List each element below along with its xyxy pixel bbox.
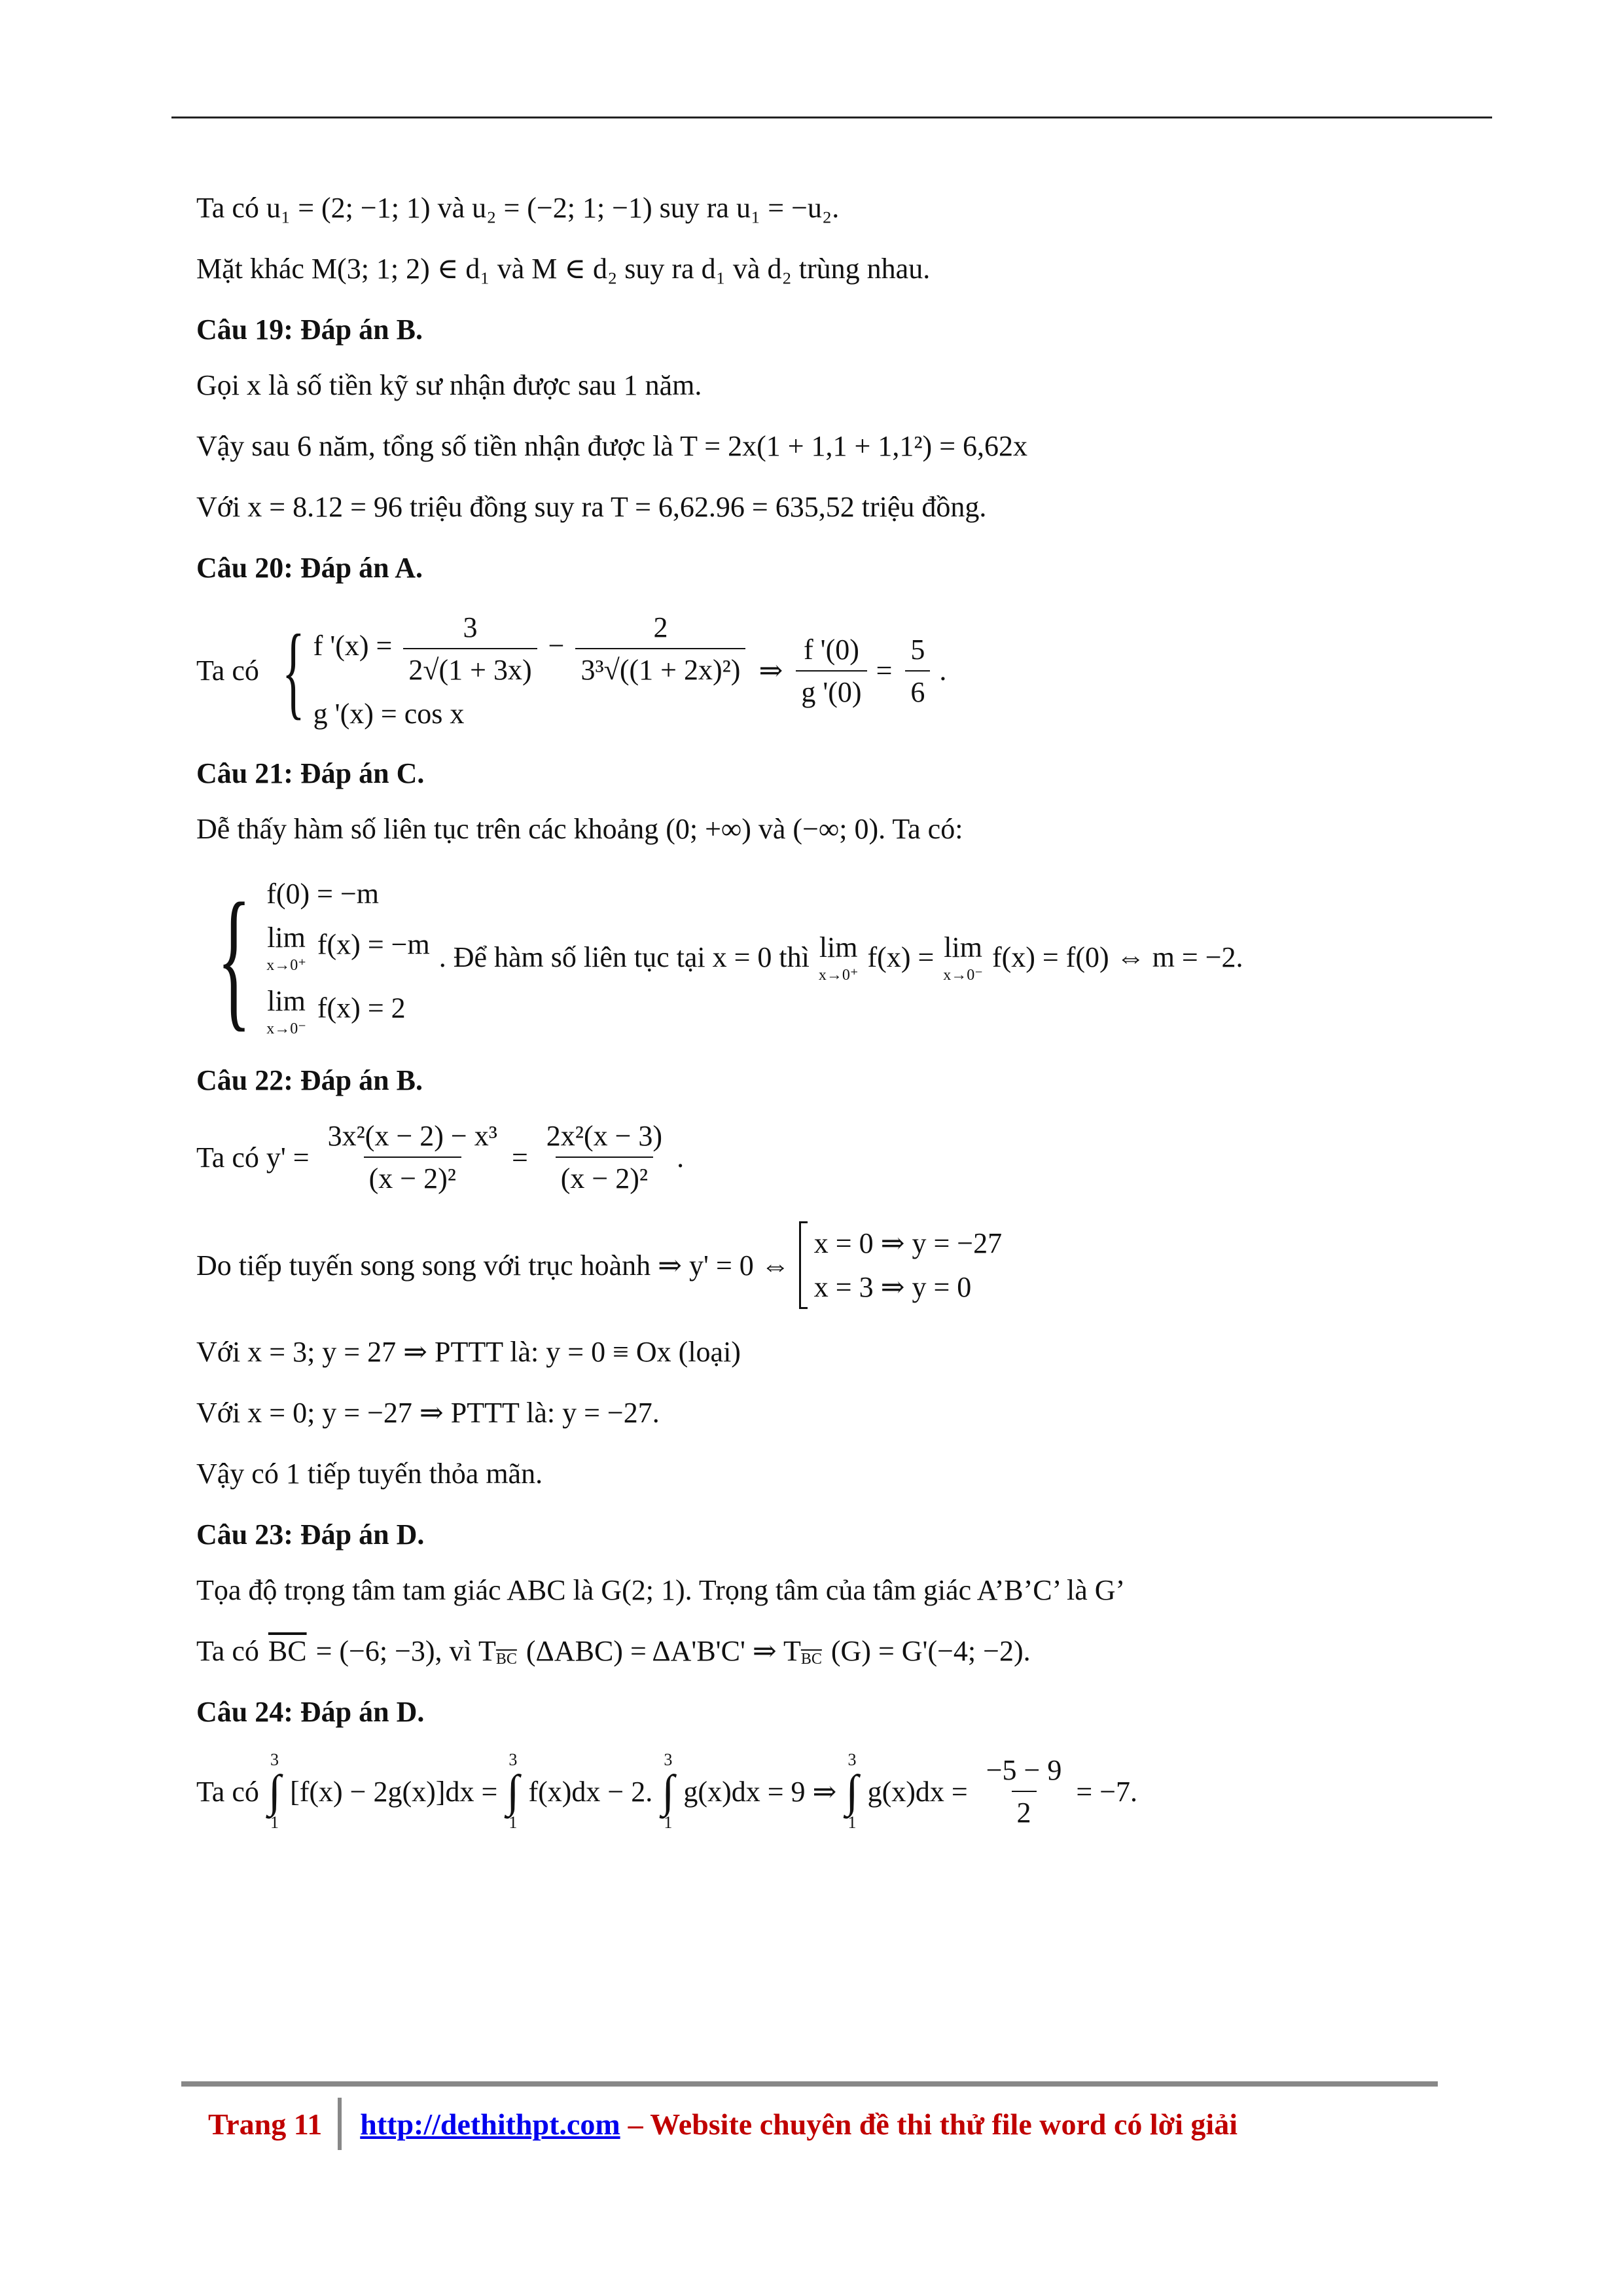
fraction-f1: $\frac{3}{2√(1 + 3x)}$ xyxy=(403,609,537,688)
line-22-derivative: Ta có y' = $\frac{\text{3x²(x − 2) − x³}}{\text{(x − 2)²}}$ = $\frac{\text{2x²(x − 3)}}{\text{(x − 2)²}}$ . xyxy=(196,1118,1492,1196)
case-bracket-22: x = 0 ⇒ y = −27 x = 3 ⇒ y = 0 xyxy=(799,1221,1002,1309)
line-24-integral: Ta có 3 ∫ 1 [f(x) − 2g(x)]dx = 3 ∫ 1 f(x)dx − 2. 3 ∫ 1 g(x)dx = 9 ⇒ 3 ∫ 1 g(x)dx = $\frac{-5 - 9}{2}$ = −7. xyxy=(196,1749,1492,1833)
f-zero: f(0) = −m xyxy=(266,878,380,910)
integral-sign: 3 ∫ 1 xyxy=(846,1750,859,1832)
heading-cau-24: Câu 24: Đáp án D. xyxy=(196,1696,425,1728)
footer-rule xyxy=(181,2081,1438,2087)
page-footer xyxy=(208,2098,1238,2150)
limit-right: lim x→0⁺ f(x) = −m xyxy=(266,922,430,974)
line-vectors: Ta có u₁ = (2; −1; 1) và u₂ = (−2; 1; −1) suy ra u₁ = −u₂. xyxy=(196,192,840,224)
line-20-system: Ta có { f '(x) = $\frac{3}{2√(1 + 3x)}$ − $\frac{2}{\text{3³√((1 + 2x)²)}}$ g '(x) = cos x ⇒ $\frac{f '(0)}{g '(0)}$ = $\frac{5}{6}$ . xyxy=(196,605,1492,736)
line-22c: Với x = 3; y = 27 ⇒ PTTT là: y = 0 ≡ Ox (loại) xyxy=(196,1336,741,1368)
integral-sign: 3 ∫ 1 xyxy=(268,1750,281,1832)
line-21-system: { f(0) = −m lim x→0⁺ f(x) = −m lim x→0⁻ f(x) = 2 . Để hàm số liên tục tại x = 0 thì lim x→0⁺ f(x) = lim x→0⁻ f(x) = f(0) ⇔ m = −2. xyxy=(196,872,1492,1043)
line-lines-coincide: Mặt khác M(3; 1; 2) ∈ d₁ và M ∈ d₂ suy ra d₁ và d₂ trùng nhau. xyxy=(196,253,931,285)
integral-sign: 3 ∫ 1 xyxy=(662,1750,675,1832)
integral-sign: 3 ∫ 1 xyxy=(507,1750,520,1832)
line-23a: Tọa độ trọng tâm tam giác ABC là G(2; 1). Trọng tâm của tâm giác A’B’C’ là G’ xyxy=(196,1574,1126,1606)
document-body xyxy=(196,190,1492,1858)
fraction-f2: $\frac{2}{\text{3³√((1 + 2x)²)}}$ xyxy=(575,609,745,688)
footer-separator xyxy=(338,2098,342,2150)
heading-cau-22: Câu 22: Đáp án B. xyxy=(196,1064,423,1096)
heading-cau-23: Câu 23: Đáp án D. xyxy=(196,1518,425,1551)
line-22e: Vậy có 1 tiếp tuyến thỏa mãn. xyxy=(196,1458,543,1490)
footer-tagline: – Website chuyên đề thi thử file word có lời giải xyxy=(628,2107,1238,2141)
line-19a: Gọi x là số tiền kỹ sư nhận được sau 1 năm. xyxy=(196,369,702,401)
line-21a: Dễ thấy hàm số liên tục trên các khoảng (0; +∞) và (−∞; 0). Ta có: xyxy=(196,813,963,845)
system-brace-20: { f '(x) = $\frac{3}{2√(1 + 3x)}$ − $\frac{2}{\text{3³√((1 + 2x)²)}}$ g '(x) = cos x xyxy=(268,605,750,736)
line-19b: Vậy sau 6 năm, tổng số tiền nhận được là T = 2x(1 + 1,1 + 1,1²) = 6,62x xyxy=(196,430,1028,462)
heading-cau-19: Câu 19: Đáp án B. xyxy=(196,314,423,346)
derivative-f: f '(x) = $\frac{3}{2√(1 + 3x)}$ − $\frac{2}{\text{3³√((1 + 2x)²)}}$ xyxy=(313,609,750,688)
page-number: Trang 11 xyxy=(208,2107,323,2141)
derivative-g: g '(x) = cos x xyxy=(313,698,465,730)
line-22d: Với x = 0; y = −27 ⇒ PTTT là: y = −27. xyxy=(196,1397,660,1429)
line-23b: Ta có $\overline{BC}$ = (−6; −3), vì T $\overline{BC}$ (ΔABC) = ΔA'B'C' ⇒ T $\overline{BC}$ (G) = G'(−4; −2). xyxy=(196,1635,1031,1668)
fraction-result: $\frac{5}{6}$ xyxy=(905,632,930,710)
header-rule xyxy=(171,117,1492,118)
line-19c: Với x = 8.12 = 96 triệu đồng suy ra T = 6,62.96 = 635,52 triệu đồng. xyxy=(196,491,987,523)
fraction-y1: $\frac{\text{3x²(x − 2) − x³}}{\text{(x − 2)²}}$ xyxy=(323,1118,503,1196)
line-22b: Do tiếp tuyến song song với trục hoành ⇒ y' = 0 ⇔ x = 0 ⇒ y = −27 x = 3 ⇒ y = 0 xyxy=(196,1221,1492,1309)
heading-cau-21: Câu 21: Đáp án C. xyxy=(196,757,425,789)
fraction-ratio: $\frac{f '(0)}{g '(0)}$ xyxy=(796,632,866,710)
fraction-y2: $\frac{\text{2x²(x − 3)}}{\text{(x − 2)²}}$ xyxy=(541,1118,668,1196)
limit-left: lim x→0⁻ f(x) = 2 xyxy=(266,985,406,1037)
heading-cau-20: Câu 20: Đáp án A. xyxy=(196,552,423,584)
system-brace-21: { f(0) = −m lim x→0⁺ f(x) = −m lim x→0⁻ f(x) = 2 xyxy=(217,870,430,1045)
website-link[interactable]: http://dethithpt.com xyxy=(360,2107,620,2141)
fraction-24: $\frac{-5 - 9}{2}$ xyxy=(981,1752,1067,1831)
